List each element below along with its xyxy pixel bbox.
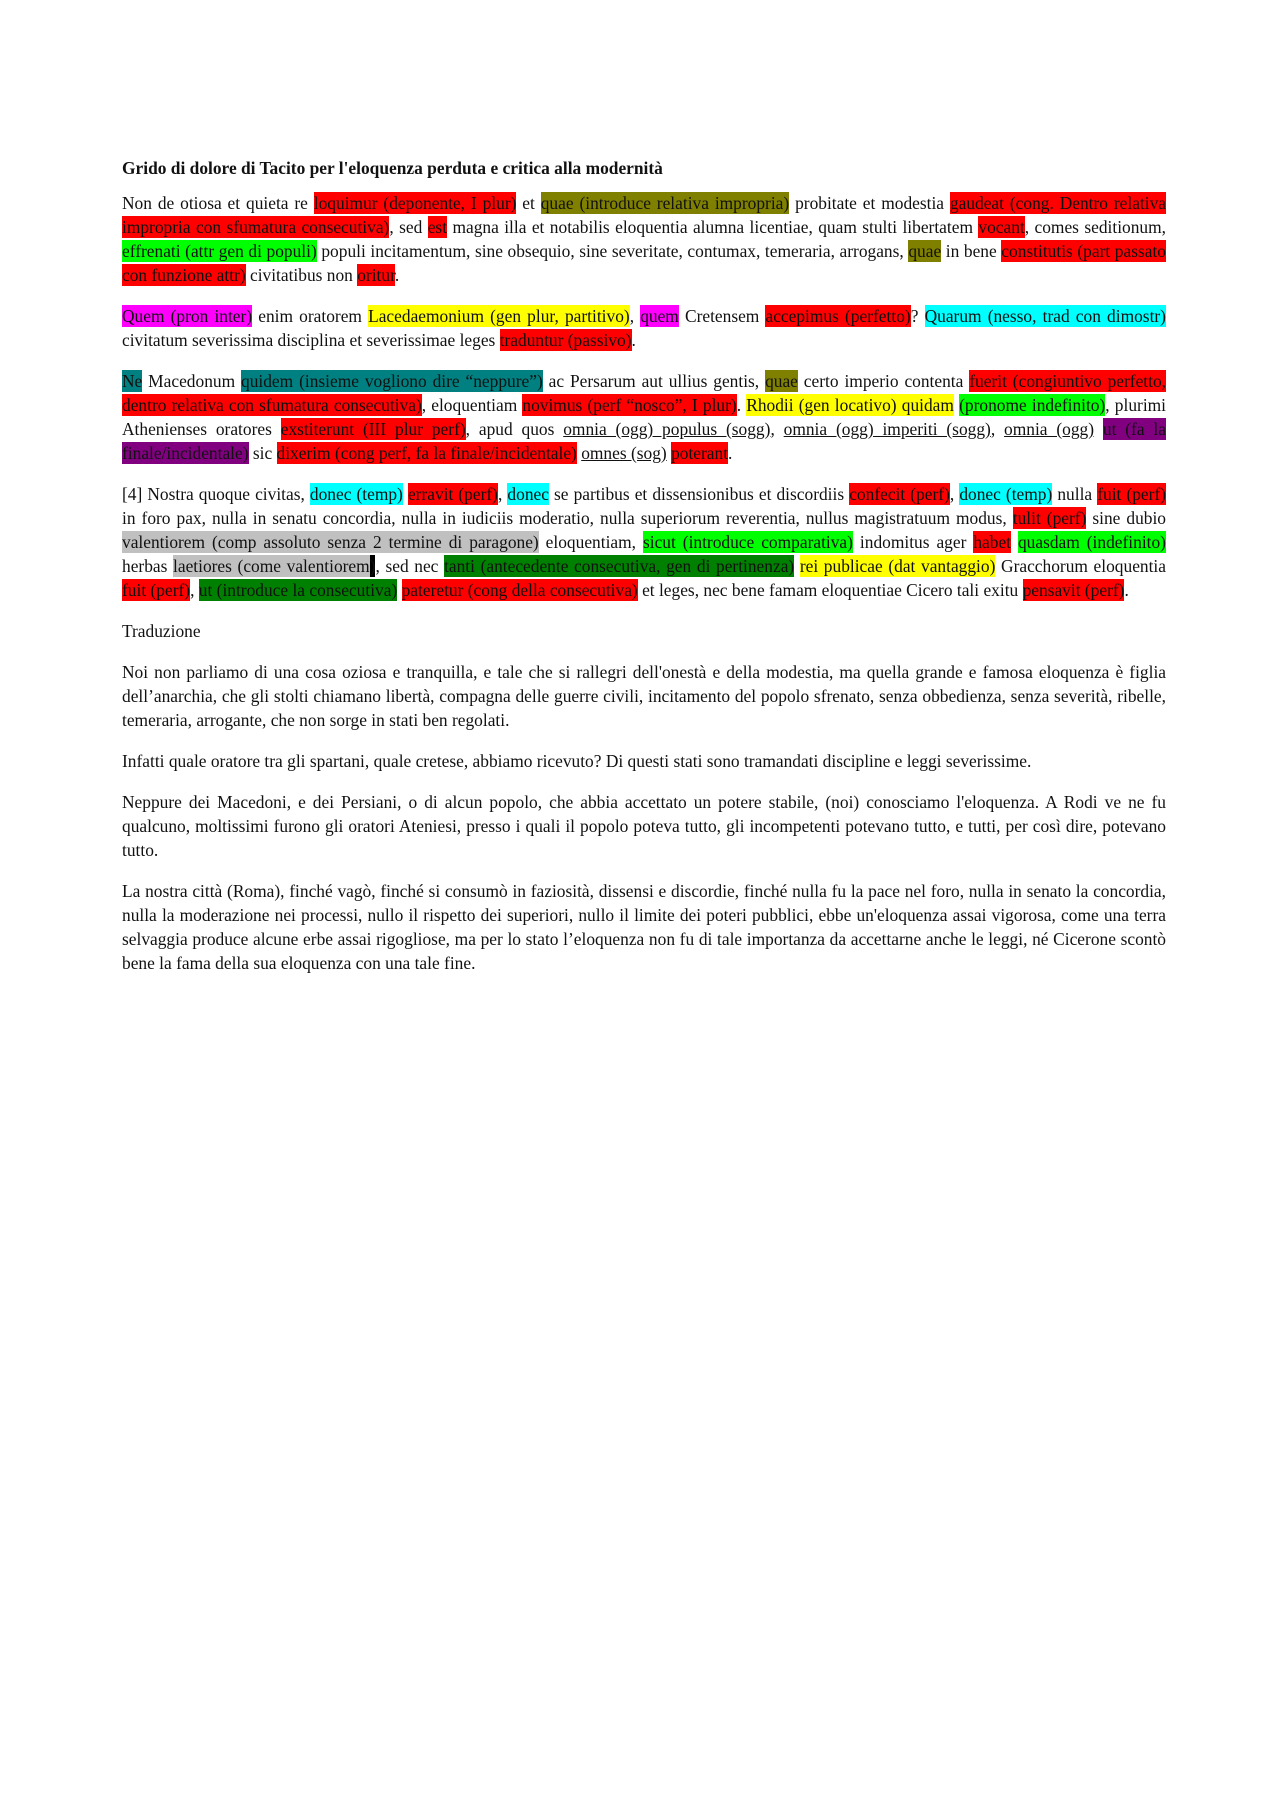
highlight-annotation: fuit (perf): [1097, 484, 1167, 504]
latin-text: ,: [770, 419, 784, 439]
highlight-annotation: quidem (insieme vogliono dire “neppure”): [241, 371, 543, 391]
highlight-annotation: quae: [765, 371, 798, 391]
underlined-term: omnes (sog): [581, 443, 667, 463]
latin-text: ,: [190, 580, 199, 600]
highlight-annotation: dixerim (cong perf, fa la finale/incidentale): [276, 443, 577, 463]
highlight-annotation: tanti (antecedente consecutiva, gen di pertinenza): [444, 556, 795, 576]
highlight-annotation: quasdam (indefinito): [1017, 532, 1166, 552]
highlight-annotation: quem: [640, 306, 679, 326]
latin-text: indomitus ager: [852, 532, 974, 552]
document-page: [122, 156, 1166, 992]
latin-paragraph-4: [122, 482, 1166, 602]
highlight-annotation: donec (temp): [959, 484, 1053, 504]
latin-text: in foro pax, nulla in senatu concordia, nulla in iudiciis moderatio, nulla superiorum reverentia, nullus magistratuum modus,: [122, 508, 1013, 528]
highlight-annotation: (pronome indefinito): [959, 395, 1106, 415]
translation-heading: Traduzione: [122, 621, 201, 641]
highlight-annotation: ut (fa la finale/incidentale): [122, 419, 1166, 463]
latin-text: enim oratorem: [252, 306, 369, 326]
latin-text: certo imperio contenta: [797, 371, 970, 391]
latin-paragraph-2: [122, 304, 1166, 352]
latin-text: , sed nec: [375, 556, 445, 576]
document-title: Grido di dolore di Tacito per l'eloquenza perduta e critica alla modernità: [122, 158, 663, 178]
highlight-annotation: loquimur (deponente, I plur): [313, 193, 517, 213]
highlight-annotation: fuerit (congiuntivo perfetto, dentro relativa con sfumatura consecutiva): [122, 371, 1166, 415]
highlight-annotation: erravit (perf): [407, 484, 498, 504]
highlight-annotation: tulit (perf): [1012, 508, 1087, 528]
highlight-annotation: donec (temp): [309, 484, 403, 504]
highlight-annotation: rei publicae (dat vantaggio): [799, 556, 996, 576]
latin-text: [1094, 419, 1103, 439]
highlight-annotation: est: [427, 217, 448, 237]
latin-text: in bene: [941, 241, 1002, 261]
translation-paragraph-3: Neppure dei Macedoni, e dei Persiani, o di alcun popolo, che abbia accettato un potere stabile, (noi) conosciamo l'eloquenza. A Rodi ve ne fu qualcuno, moltissimi furono gli oratori Ateniesi, presso i quali il popolo poteva tutto, gli incompetenti potevano tutto, e tutti, per così dire, potevano tutto.: [122, 792, 1166, 860]
latin-text: se partibus et dissensionibus et discordiis: [548, 484, 850, 504]
translation-paragraph-1: Noi non parliamo di una cosa oziosa e tranquilla, e tale che si rallegri dell'onestà e della modestia, ma quella grande e famosa eloquenza è figlia dell’anarchia, che gli stolti chiamano libertà, compagna delle guerre civili, incitamento del popolo sfrenato, senza obbedienza, senza severità, ribelle, temeraria, arrogante, che non sorge in stati ben regolati.: [122, 662, 1166, 730]
latin-paragraph-3: [122, 369, 1166, 465]
latin-text: ,: [990, 419, 1005, 439]
latin-text: ac Persarum aut ullius gentis,: [542, 371, 766, 391]
latin-text: sic: [248, 443, 277, 463]
latin-text: populi incitamentum, sine obsequio, sine severitate, contumax, temeraria, arrogans,: [316, 241, 909, 261]
latin-text: civitatum severissima disciplina et severissimae leges: [122, 330, 500, 350]
latin-text: et leges, nec bene famam eloquentiae Cicero tali exitu: [637, 580, 1023, 600]
highlight-annotation: Quem (pron inter): [122, 306, 253, 326]
highlight-annotation: poterant: [671, 443, 729, 463]
latin-text: .: [728, 443, 733, 463]
underlined-term: omnia (ogg): [1004, 419, 1095, 439]
translation-paragraph-4: La nostra città (Roma), finché vagò, finché si consumò in faziosità, dissensi e discordie, finché nulla fu la pace nel foro, nulla in senato la concordia, nulla la moderazione nei processi, nullo il rispetto dei superiori, nullo il limite dei poteri pubblici, ebbe un'eloquenza assai vigorosa, come una terra selvaggia produce alcune erbe assai rigogliose, ma per lo stato l’eloquenza non fu di tale importanza da accettarne anche le leggi, né Cicerone scontò bene la fama della sua eloquenza con una tale fine.: [122, 881, 1166, 973]
latin-text: Macedonum: [142, 371, 242, 391]
latin-text: eloquentiam,: [538, 532, 643, 552]
latin-text: [397, 580, 401, 600]
latin-text: probitate et modestia: [789, 193, 950, 213]
highlight-annotation: traduntur (passivo): [499, 330, 632, 350]
highlight-annotation: pensavit (perf): [1022, 580, 1125, 600]
latin-text: Gracchorum eloquentia: [995, 556, 1166, 576]
highlight-annotation: constitutis (part passato con funzione attr): [122, 241, 1166, 285]
highlight-annotation: donec: [507, 484, 549, 504]
latin-text: , apud quos: [465, 419, 564, 439]
highlight-annotation: confecit (perf): [849, 484, 950, 504]
highlight-annotation: effrenati (attr gen di populi): [122, 241, 317, 261]
latin-text: Cretensem: [678, 306, 766, 326]
latin-text: ?: [910, 306, 925, 326]
highlight-annotation: Ne: [122, 371, 143, 391]
highlight-annotation: accepimus (perfetto): [765, 306, 911, 326]
latin-text: civitatibus non: [245, 265, 358, 285]
latin-text: et: [516, 193, 541, 213]
latin-text: , comes seditionum,: [1024, 217, 1166, 237]
highlight-annotation: Lacedaemonium (gen plur, partitivo): [368, 306, 630, 326]
underlined-term: omnia (ogg) imperiti (sogg): [783, 419, 991, 439]
highlight-annotation: sicut (introduce comparativa): [642, 532, 853, 552]
highlight-annotation: exstiterunt (III plur perf): [280, 419, 466, 439]
latin-text: .: [394, 265, 400, 285]
highlight-annotation: novimus (perf “nosco”, I plur): [522, 395, 737, 415]
highlight-annotation: quae (introduce relativa impropria): [540, 193, 790, 213]
highlight-annotation: ut (introduce la consecutiva): [198, 580, 398, 600]
latin-text: herbas: [122, 556, 174, 576]
highlight-annotation: Rhodii (gen locativo) quidam: [746, 395, 954, 415]
highlight-annotation: fuit (perf): [122, 580, 191, 600]
highlight-annotation: vocant: [978, 217, 1025, 237]
latin-text: nulla: [1052, 484, 1098, 504]
latin-paragraph-1: [122, 191, 1166, 287]
latin-text: , eloquentiam: [421, 395, 523, 415]
highlight-annotation: Quarum (nesso, trad con dimostr): [924, 306, 1166, 326]
highlight-annotation: ): [369, 556, 376, 576]
latin-text: ,: [949, 484, 960, 504]
latin-text: .: [1124, 580, 1129, 600]
highlight-annotation: pateretur (cong della consecutiva): [401, 580, 638, 600]
highlight-annotation: oritur: [357, 265, 395, 285]
highlight-annotation: laetiores (come valentiorem: [173, 556, 370, 576]
latin-text: [794, 556, 800, 576]
latin-text: sine dubio: [1086, 508, 1166, 528]
latin-text: ,: [629, 306, 641, 326]
latin-text: [4] Nostra quoque civitas,: [122, 484, 310, 504]
latin-text: .: [631, 330, 636, 350]
latin-text: Non de otiosa et quieta re: [122, 193, 314, 213]
latin-text: magna illa et notabilis eloquentia alumna licentiae, quam stulti libertatem: [447, 217, 979, 237]
latin-text: , sed: [389, 217, 428, 237]
highlight-annotation: quae: [908, 241, 942, 261]
latin-text: , plurimi Athenienses oratores: [122, 395, 1167, 439]
highlight-annotation: habet: [973, 532, 1012, 552]
highlight-annotation: gaudeat (cong. Dentro relativa impropria con sfumatura consecutiva): [122, 193, 1167, 237]
latin-text: ,: [497, 484, 508, 504]
latin-text: .: [736, 395, 747, 415]
underlined-term: omnia (ogg) populus (sogg): [563, 419, 771, 439]
translation-paragraph-2: Infatti quale oratore tra gli spartani, quale cretese, abbiamo ricevuto? Di questi stati sono tramandati discipline e leggi severissime.: [122, 751, 1032, 771]
latin-text: [1011, 532, 1018, 552]
highlight-annotation: valentiorem (comp assoluto senza 2 termine di paragone): [122, 532, 539, 552]
